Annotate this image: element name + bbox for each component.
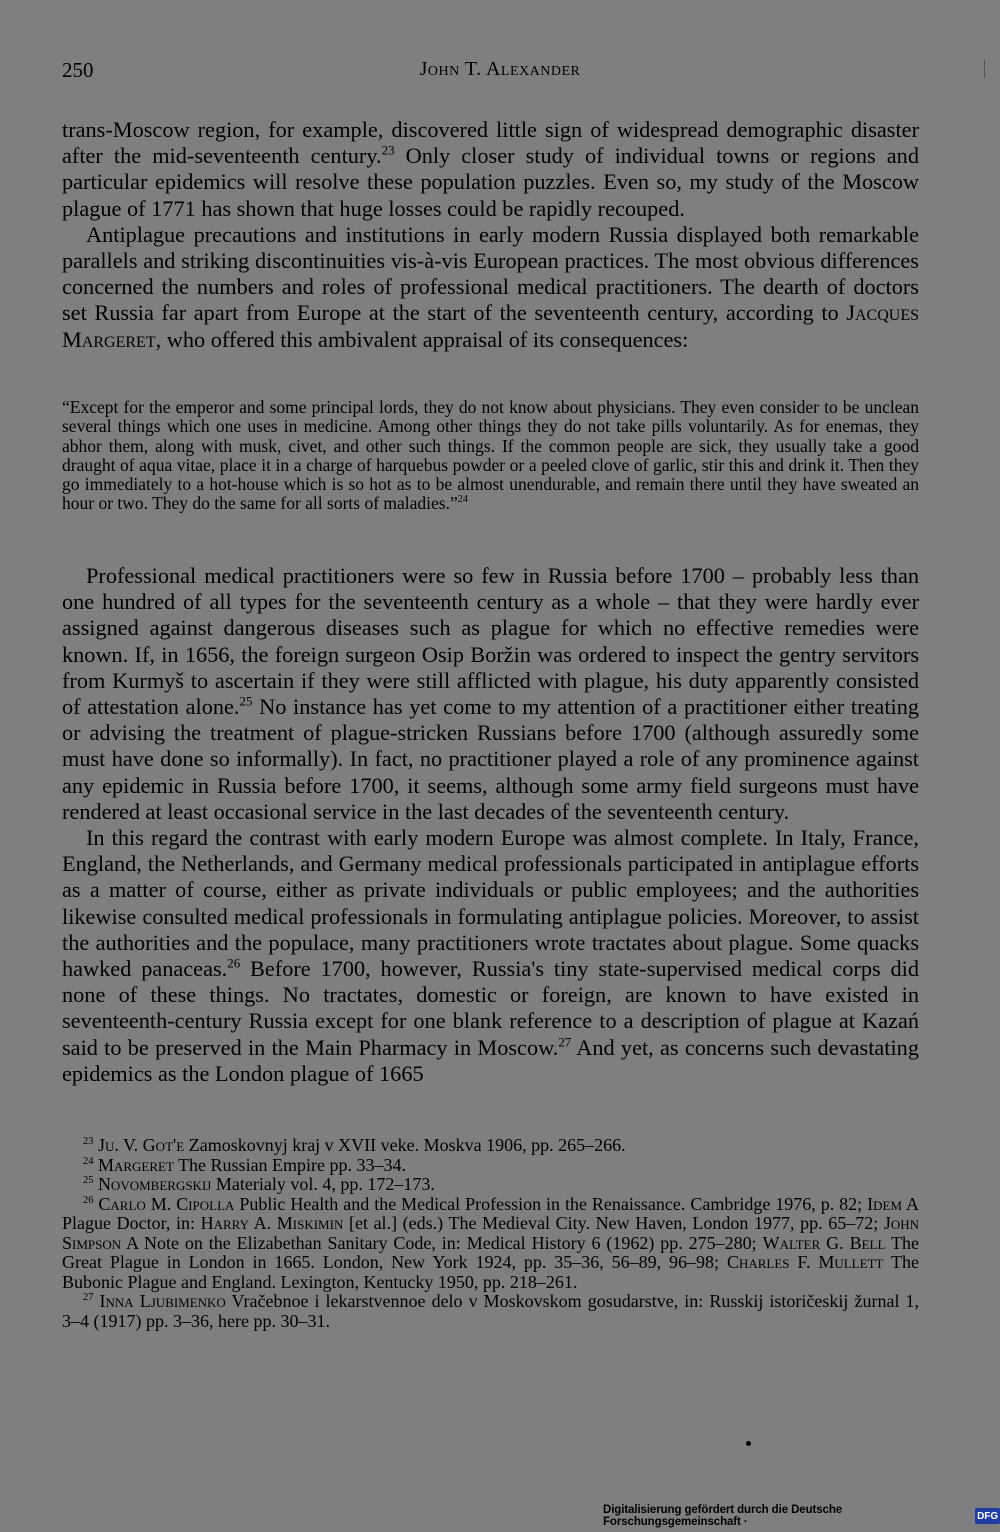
footnote-23-author: Ju. V. Got'e — [97, 1135, 185, 1155]
paragraph-2-text-after: , who offered this ambivalent appraisal of its consequences: — [155, 326, 689, 352]
quote-paragraph — [62, 398, 919, 514]
footnote-26 — [62, 1195, 919, 1293]
footnote-26-author-idem: Idem — [867, 1193, 903, 1214]
footnote-26-author-simpson: John Simpson — [62, 1213, 919, 1253]
footnote-24-text: The Russian Empire pp. 33–34. — [173, 1154, 407, 1175]
quote-text: “Except for the emperor and some principal lords, they do not know about physicians. They even consider to be unclean several things which one uses in medicine. Among other things they do not take pills voluntarily. As for enemas, they abhor them, along with musk, civet, and other such things. If the common people are sick, they usually take a good draught of aqua vitae, place it in a charge of harquebus powder or a peeled clove of garlic, stir this and drink it. Then they go immediately to a hot-house which is so hot as to be almost unendurable, and remain there until they have sweated an hour or two. They do the same for all sorts of maladies.” — [62, 397, 919, 514]
footnote-26-author-bell: Walter G. Bell — [762, 1232, 886, 1253]
paragraph-1-text-after: Only closer study of individual towns or regions and particular epidemics will resolve these population puzzles. Even so, my study of the Moscow plague of 1771 has shown that huge losses could be rapidly recouped. — [62, 143, 919, 221]
footnote-ref-24: 24 — [457, 494, 468, 506]
footnote-25-author: Novombergskij — [97, 1174, 212, 1194]
footnote-26-text-3: [et al.] (eds.) The Medieval City. New Haven, London 1977, pp. 65–72; — [343, 1213, 884, 1233]
footnote-26-text-1: Public Health and the Medical Profession in the Renaissance. Cambridge 1976, p. 82; — [234, 1193, 868, 1214]
digitization-footer — [603, 1506, 1000, 1526]
paragraph-1 — [62, 117, 919, 222]
paragraph-4 — [62, 825, 919, 1087]
footnote-26-text-2: A Plague Doctor, in: — [62, 1193, 919, 1233]
footnote-23 — [62, 1136, 919, 1156]
dfg-logo: DFG — [975, 1508, 1000, 1524]
footnote-23-text: Zamoskovnyj kraj v XVII veke. Moskva 1906, pp. 265–266. — [184, 1135, 626, 1155]
footnote-ref-23: 23 — [381, 142, 395, 158]
block-quote — [62, 398, 919, 514]
paragraph-3-text-before: Professional medical practitioners were so few in Russia before 1700 – probably less than one hundred of all types for the seventeenth century as a whole – that they were hardly ever assigned against dangerous diseases such as plague for which no effective remedies were known. If, in 1656, the foreign surgeon Osip Boržin was ordered to inspect the gentry servitors from Kurmyš to ascertain if they were still afflicted with plague, his duty apparently consisted of attestation alone. — [62, 563, 919, 720]
footer-credit: Digitalisierung gefördert durch die Deutsche Forschungsgemeinschaft · — [603, 1504, 843, 1528]
footnote-number-27: 27 — [83, 1292, 94, 1303]
body-text-upper — [62, 117, 919, 353]
footnote-27-author: Inna Ljubimenko — [99, 1291, 226, 1311]
footnote-26-text-4: A Note on the Elizabethan Sanitary Code, in: Medical History 6 (1962) pp. 275–280; — [121, 1232, 763, 1253]
footnote-24 — [62, 1156, 919, 1176]
footnote-ref-27: 27 — [558, 1034, 572, 1050]
paragraph-1-text-before: trans-Moscow region, for example, discovered little sign of widespread demographic disaster after the mid-seventeenth century. — [62, 117, 919, 169]
footnote-25-text: Materialy vol. 4, pp. 172–173. — [211, 1174, 435, 1194]
footnotes — [62, 1136, 919, 1331]
footnote-25 — [62, 1175, 919, 1195]
footnote-27-text: Vračebnoe i lekarstvennoe delo v Moskovskom gosudarstve, in: Russkij istoričeskij žurnal 1, 3–4 (1917) pp. 3–36, here pp. 30–31. — [62, 1291, 919, 1331]
footnote-ref-26: 26 — [227, 955, 241, 971]
page-number: 250 — [62, 58, 94, 82]
footnote-26-text-5: The Great Plague in London in 1665. London, New York 1924, pp. 35–36, 56–89, 96–98; — [62, 1232, 919, 1272]
footnote-number-24: 24 — [83, 1155, 94, 1167]
footnote-26-author-cipolla: Carlo M. Cipolla — [98, 1193, 235, 1214]
footnote-26-author-mullett: Charles F. Mullett — [726, 1252, 884, 1272]
paragraph-3 — [62, 563, 919, 825]
paragraph-4-text-middle: Before 1700, however, Russia's tiny state-supervised medical corps did none of these things. No tractates, domestic or foreign, are known to have existed in seventeenth-century Russia except for one blank reference to a description of plague at Kazań said to be preserved in the Main Pharmacy in Moscow. — [62, 956, 919, 1060]
paragraph-4-text-after: And yet, as concerns such devastating epidemics as the London plague of 1665 — [62, 1034, 919, 1086]
footnote-number-26: 26 — [83, 1194, 94, 1206]
paragraph-2 — [62, 222, 919, 353]
paragraph-4-text-before: In this regard the contrast with early modern Europe was almost complete. In Italy, France, England, the Netherlands, and Germany medical professionals participated in antiplague efforts as a matter of course, either as private individuals or public employees; and the authorities likewise consulted medical professionals in formulating antiplague policies. Moreover, to assist the authorities and the populace, many practitioners wrote tractates about plague. Some quacks hawked panaceas. — [62, 825, 919, 982]
footnote-ref-25: 25 — [239, 693, 253, 709]
author-name-margeret: Jacques Margeret — [62, 300, 919, 352]
paragraph-3-text-after: No instance has yet come to my attention of a practitioner either treating or advising the treatment of plague-stricken Russians before 1700 (although assuredly some must have done so informally). In fact, no practitioner played a role of any prominence against any epidemic in Russia before 1700, it seems, although some army field surgeons must have rendered at least occasional service in the last decades of the seventeenth century. — [62, 694, 920, 824]
scan-speck — [746, 1441, 751, 1446]
footnote-26-author-miskimin: Harry A. Miskimin — [200, 1213, 344, 1233]
footnote-27 — [62, 1292, 919, 1331]
footnote-number-23: 23 — [83, 1136, 94, 1147]
paragraph-2-text-before: Antiplague precautions and institutions in early modern Russia displayed both remarkable parallels and striking discontinuities vis-à-vis European practices. The most obvious differences concerned the numbers and roles of professional medical practitioners. The dearth of doctors set Russia far apart from Europe at the start of the seventeenth century, according to — [62, 221, 919, 326]
footnote-number-25: 25 — [83, 1175, 94, 1186]
footnote-26-text-6: The Bubonic Plague and England. Lexington, Kentucky 1950, pp. 218–261. — [62, 1252, 920, 1292]
running-head: John T. Alexander — [419, 58, 581, 80]
footnote-24-author: Margeret — [97, 1154, 174, 1175]
body-text-lower — [62, 563, 919, 1087]
